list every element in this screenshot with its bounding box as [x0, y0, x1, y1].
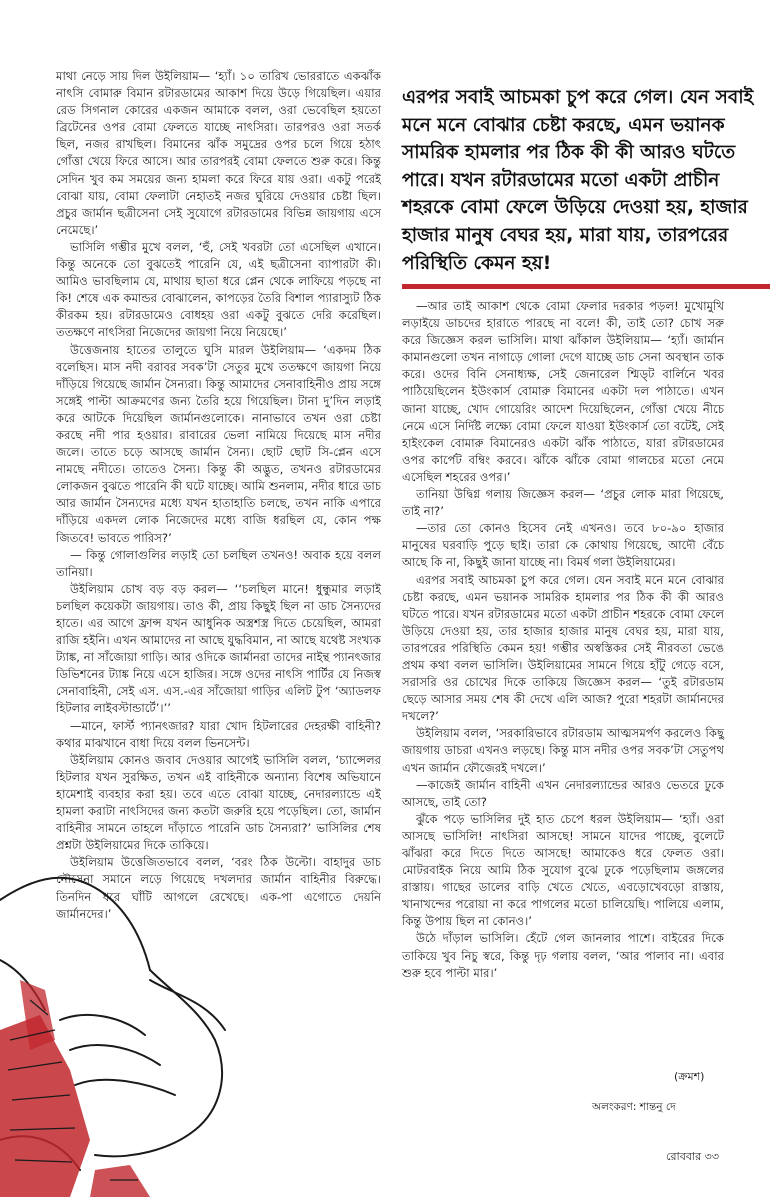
paragraph: উইলিয়াম উত্তেজিতভাবে বলল, ‘বরং ঠিক উল্টো। বাহাদুর ডাচ নৌসেনা সমানে লড়ে গিয়েছে দখলদার জার্মান বাহিনীর বিরুদ্ধে। তিনদিন ধরে ঘাঁটি আগলে রেখেছে। এক-পা এগোতে দেয়নি জার্মানদের।’ — [56, 855, 381, 921]
fist-illustration — [0, 840, 260, 1197]
paragraph: মাথা নেড়ে সায় দিল উইলিয়াম— ‘হ্যাঁ। ১০ তারিখ ভোররাতে একঝাঁক নাৎসি বোমারু বিমান রটারডামের আকাশ দিয়ে উড়ে গিয়েছিল। এয়ার রেড সিগনাল কোরের একজন আমাকে বলল, ওরা ভেবেছিল হয়তো ব্রিটেনের ওপর বোমা ফেলতে যাচ্ছে নাৎসিরা। তারপরও ওরা সতর্ক ছিল, নজর রাখছিল। বিমানের ঝাঁক সমুদ্রের ওপর চলে গিয়ে হঠাৎ গোঁত্তা খেয়ে ফিরে আসে। আর তারপরই বোমা ফেলতে শুরু করে। কিন্তু সেদিন খুব কম সময়ের জন্য হামলা করে ফিরে যায় ওরা। একটু পরেই বোঝা যায়, বোমা ফেলাটা নেহাতই নজর ঘুরিয়ে দেওয়ার চেষ্টা ছিল। প্রচুর জার্মান ছত্রীসেনা সেই সুযোগে রটারডামের বিভিন্ন জায়গায় এসে নেমেছে।’ — [56, 69, 381, 237]
paragraph: —তার তো কোনও হিসেব নেই এখনও। তবে ৮০-৯০ হাজার মানুষের ঘরবাড়ি পুড়ে ছাই। তারা কে কোথায় গিয়েছে, আদৌ বেঁচে আছে কি না, কিছুই জানা যাচ্ছে না। বিমর্ষ গলা উইলিয়ামের। — [402, 521, 724, 570]
page-footer: রোববার ৩৩ — [666, 1150, 719, 1163]
paragraph: উঠে দাঁড়াল ভাসিলি। হেঁটে গেল জানলার পাশে। বাইরের দিকে তাকিয়ে খুব নিচু স্বরে, কিন্তু দৃঢ় গলায় বলল, ‘আর পালাব না। এবার শুরু হবে পাল্টা মার।’ — [402, 931, 724, 980]
paragraph: ঝুঁকে পড়ে ভাসিলির দুই হাত চেপে ধরল উইলিয়াম— ‘হ্যাঁ। ওরা আসছে ভাসিলি! নাৎসিরা আসছে! সামনে যাদের পাচ্ছে, বুলেটে ঝাঁঝরা করে দিতে দিতে আসছে! আমাকেও ধরে ফেলত ওরা। মোটরবাইক নিয়ে আমি ঠিক সুযোগ বুঝে ঢুকে পড়েছিলাম জঙ্গলের রাস্তায়। গাছের ডালের বাড়ি খেতে খেতে, এবড়োখেবড়ো রাস্তায়, খানাখন্দের পরোয়া না করে পাগলের মতো চালিয়েছি। পালিয়ে এলাম, কিন্তু উপায় ছিল না কোনও।’ — [402, 811, 724, 929]
paragraph: উইলিয়াম বলল, ‘সরকারিভাবে রটারডাম আত্মসমর্পণ করলেও কিছু জায়গায় ডাচরা এখনও লড়ছে। কিন্তু মাস নদীর ওপর সবক’টা সেতুপথ এখন জার্মান ফৌজেরই দখলে।’ — [402, 726, 724, 775]
paragraph: ভাসিলি গম্ভীর মুখে বলল, ‘হুঁ, সেই খবরটা তো এসেছিল এখানে। কিন্তু অনেকে তো বুঝতেই পারেনি যে, এই ছত্রীসেনা ব্যাপারটা কী। আমিও ভাবছিলাম যে, মাথায় ছাতা ধরে প্লেন থেকে লাফিয়ে পড়ছে না কি! শেষে এক কমান্ডর বোঝালেন, কাপড়ের তৈরি বিশাল প্যারাস্যুট ঠিক কীরকম হয়। রটারডামেও বোধহয় ওরা একটু বুঝতে দেরি করেছিল। ততক্ষণে নাৎসিরা নিজেদের জায়গা নিয়ে নিয়েছে।’ — [56, 239, 381, 340]
illustration-credit: অলংকরণ: শান্তনু দে — [592, 1101, 676, 1113]
left-column — [56, 68, 381, 923]
paragraph: উইলিয়াম চোখ বড় বড় করল— ‘‘চলছিল মানে! ধুন্ধুমার লড়াই চলছিল কয়েকটা জায়গায়। তাও কী, প্রায় কিছুই ছিল না ডাচ সৈন্যদের হাতে। এর আগে ফ্রান্স যখন আধুনিক অস্ত্রশস্ত্র দিতে চেয়েছিল, আমরা রাজি হইনি। এখন আমাদের না আছে যুদ্ধবিমান, না আছে যথেষ্ট সংখ্যক ট্যাঙ্ক, না সাঁজোয়া গাড়ি। আর ওদিকে জার্মানরা তাদের নাইন্থ প্যানৎজার ডিভিশনের ট্যাঙ্ক নিয়ে এসে হাজির। সঙ্গে ওদের নাৎসি পার্টির যে নিজস্ব সেনাবাহিনী, সেই এস. এস.-এর সাঁজোয়া গাড়ির এলিট টুপ ‘অ্যাডলফ হিটলার লাইবস্টান্ডার্টে’।’’ — [56, 581, 381, 716]
paragraph: —আর তাই আকাশ থেকে বোমা ফেলার দরকার পড়ল! মুখোমুখি লড়াইয়ে ডাচদের হারাতে পারছে না বলে! কী, তাই তো? চোখ সরু করে জিজ্ঞেস করল ভাসিলি। মাথা ঝাঁকাল উইলিয়াম— ‘হ্যাঁ। জার্মান কামানগুলো তখন নাগাড়ে গোলা দেগে যাচ্ছে ডাচ সেনা অবস্থান তাক করে। ওদের বিনি সেনাধ্যক্ষ, সেই জেনারেল শ্মিড্ট বার্লিনে খবর পাঠিয়েছিলেন ইউংকার্স বোমারু বিমানের একটা দল পাঠাতে। এখন জানা যাচ্ছে, খোদ গোয়েরিং আদেশ দিয়েছিলেন, গোঁত্তা খেয়ে নীচে নেমে এসে নির্দিষ্ট লক্ষ্যে বোমা ফেলে যাওয়া ইউংকার্স তো বটেই, সেই হাইংকেল বোমারু বিমানেরও একটা ঝাঁক পাঠাতে, যারা রটারডামের ওপর কার্পেট বম্বিং করবে। ঝাঁকে ঝাঁকে বোমা গালচের মতো নেমে এসেছিল শহরের ওপর।’ — [402, 299, 724, 484]
paragraph: উইলিয়াম কোনও জবাব দেওয়ার আগেই ভাসিলি বলল, ‘চ্যান্সেলর হিটলার যখন সুরক্ষিত, তখন এই বাহিনীকে অন্যান্য বিশেষ অভিযানে হামেশাই ব্যবহার করা হয়। তবে এতে বোঝা যাচ্ছে, নেদারল্যান্ডে এই হামলা করাটা নাৎসিদের জন্য কতটা জরুরি হয়ে পড়েছিল। তো, জার্মান বাহিনীর সামনে তাহলে দাঁড়াতে পারেনি ডাচ সৈন্যরা?’ ভাসিলির শেষ প্রশ্নটা উইলিয়ামের দিকে তাকিয়ে। — [56, 752, 381, 853]
right-column — [402, 298, 724, 982]
paragraph: তানিয়া উদ্বিগ্ন গলায় জিজ্ঞেস করল— ‘প্রচুর লোক মারা গিয়েছে, তাই না?’ — [402, 487, 724, 519]
serial-note: (ক্রমশ) — [674, 1070, 705, 1083]
paragraph: — কিন্তু গোলাগুলির লড়াই তো চলছিল তখনও! অবাক হয়ে বলল তানিয়া। — [56, 547, 381, 579]
pull-quote: এরপর সবাই আচমকা চুপ করে গেল। যেন সবাই মনে মনে বোঝার চেষ্টা করছে, এমন ভয়ানক সামরিক হামলার পর ঠিক কী কী আরও ঘটতে পারে। যখন রটারডামের মতো একটা প্রাচীন শহরকে বোমা ফেলে উড়িয়ে দেওয়া হয়, হাজার হাজার মানুষ বেঘর হয়, মারা যায়, তারপরের পরিস্থিতি কেমন হয়! — [402, 87, 754, 274]
paragraph: —কাজেই জার্মান বাহিনী এখন নেদারল্যান্ডের আরও ভেতরে ঢুকে আসছে, তাই তো? — [402, 777, 724, 809]
paragraph: এরপর সবাই আচমকা চুপ করে গেল। যেন সবাই মনে মনে বোঝার চেষ্টা করছে, এমন ভয়ানক সামরিক হামলার পর ঠিক কী কী আরও ঘটতে পারে। যখন রটারডামের মতো একটা প্রাচীন শহরকে বোমা ফেলে উড়িয়ে দেওয়া হয়, তার হাজার হাজার মানুষ বেঘর হয়, মারা যায়, তারপরের পরিস্থিতি কেমন হয়! গম্ভীর অস্বস্তিকর সেই নীরবতা ভেঙে প্রথম কথা বলল ভাসিলি। উইলিয়ামের সামনে গিয়ে হাঁটু গেড়ে বসে, সরাসরি ওর চোখের দিকে তাকিয়ে জিজ্ঞেস করল— ‘তুই রটারডাম ছেড়ে আসার সময় শেষ কী দেখে এলি আজ? পুরো শহরটা জার্মানদের দখলে?’ — [402, 572, 724, 724]
paragraph: উত্তেজনায় হাতের তালুতে ঘুসি মারল উইলিয়াম— ‘একদম ঠিক বলেছিস। মাস নদী বরাবর সবক’টা সেতুর মুখে ততক্ষণে জায়গা নিয়ে দাঁড়িয়ে গিয়েছে জার্মান সৈন্যরা। কিন্তু আমাদের সেনাবাহিনীও প্রায় সঙ্গে সঙ্গেই পাল্টা আক্রমণের জন্য তৈরি হয়ে গিয়েছিল। টানা দু’দিন লড়াই করে আটকে দিয়েছিল জার্মানগুলোকে। নানাভাবে তখন ওরা চেষ্টা করছে নদী পার হওয়ার। রাবারের ভেলা নামিয়ে দিয়েছে মাস নদীর জলে। তাতে চড়ে আসছে জার্মান সৈন্য। ছোট ছোট সি-প্লেন এসে নামছে নদীতে। তাতেও সৈন্য। কিন্তু কী অদ্ভুত, তখনও রটারডামের লোকজন বুঝতে পারেনি কী ঘটে যাচ্ছে। আমি শুনলাম, নদীর ধারে ডাচ আর জার্মান সৈন্যদের মধ্যে যখন হাতাহাতি চলছে, তখন নাকি এপারে দাঁড়িয়ে একদল লোক নিজেদের মধ্যে বাজি ধরছিল যে, কোন পক্ষ জিতবে! ভাবতে পারিস?’ — [56, 342, 381, 545]
paragraph: —মানে, ফার্স্ট প্যানৎজার? যারা খোদ হিটলারের দেহরক্ষী বাহিনী? কথার মাঝখানে বাধা দিয়ে বলল ভিনসেন্ট। — [56, 718, 381, 750]
red-divider — [402, 284, 770, 289]
